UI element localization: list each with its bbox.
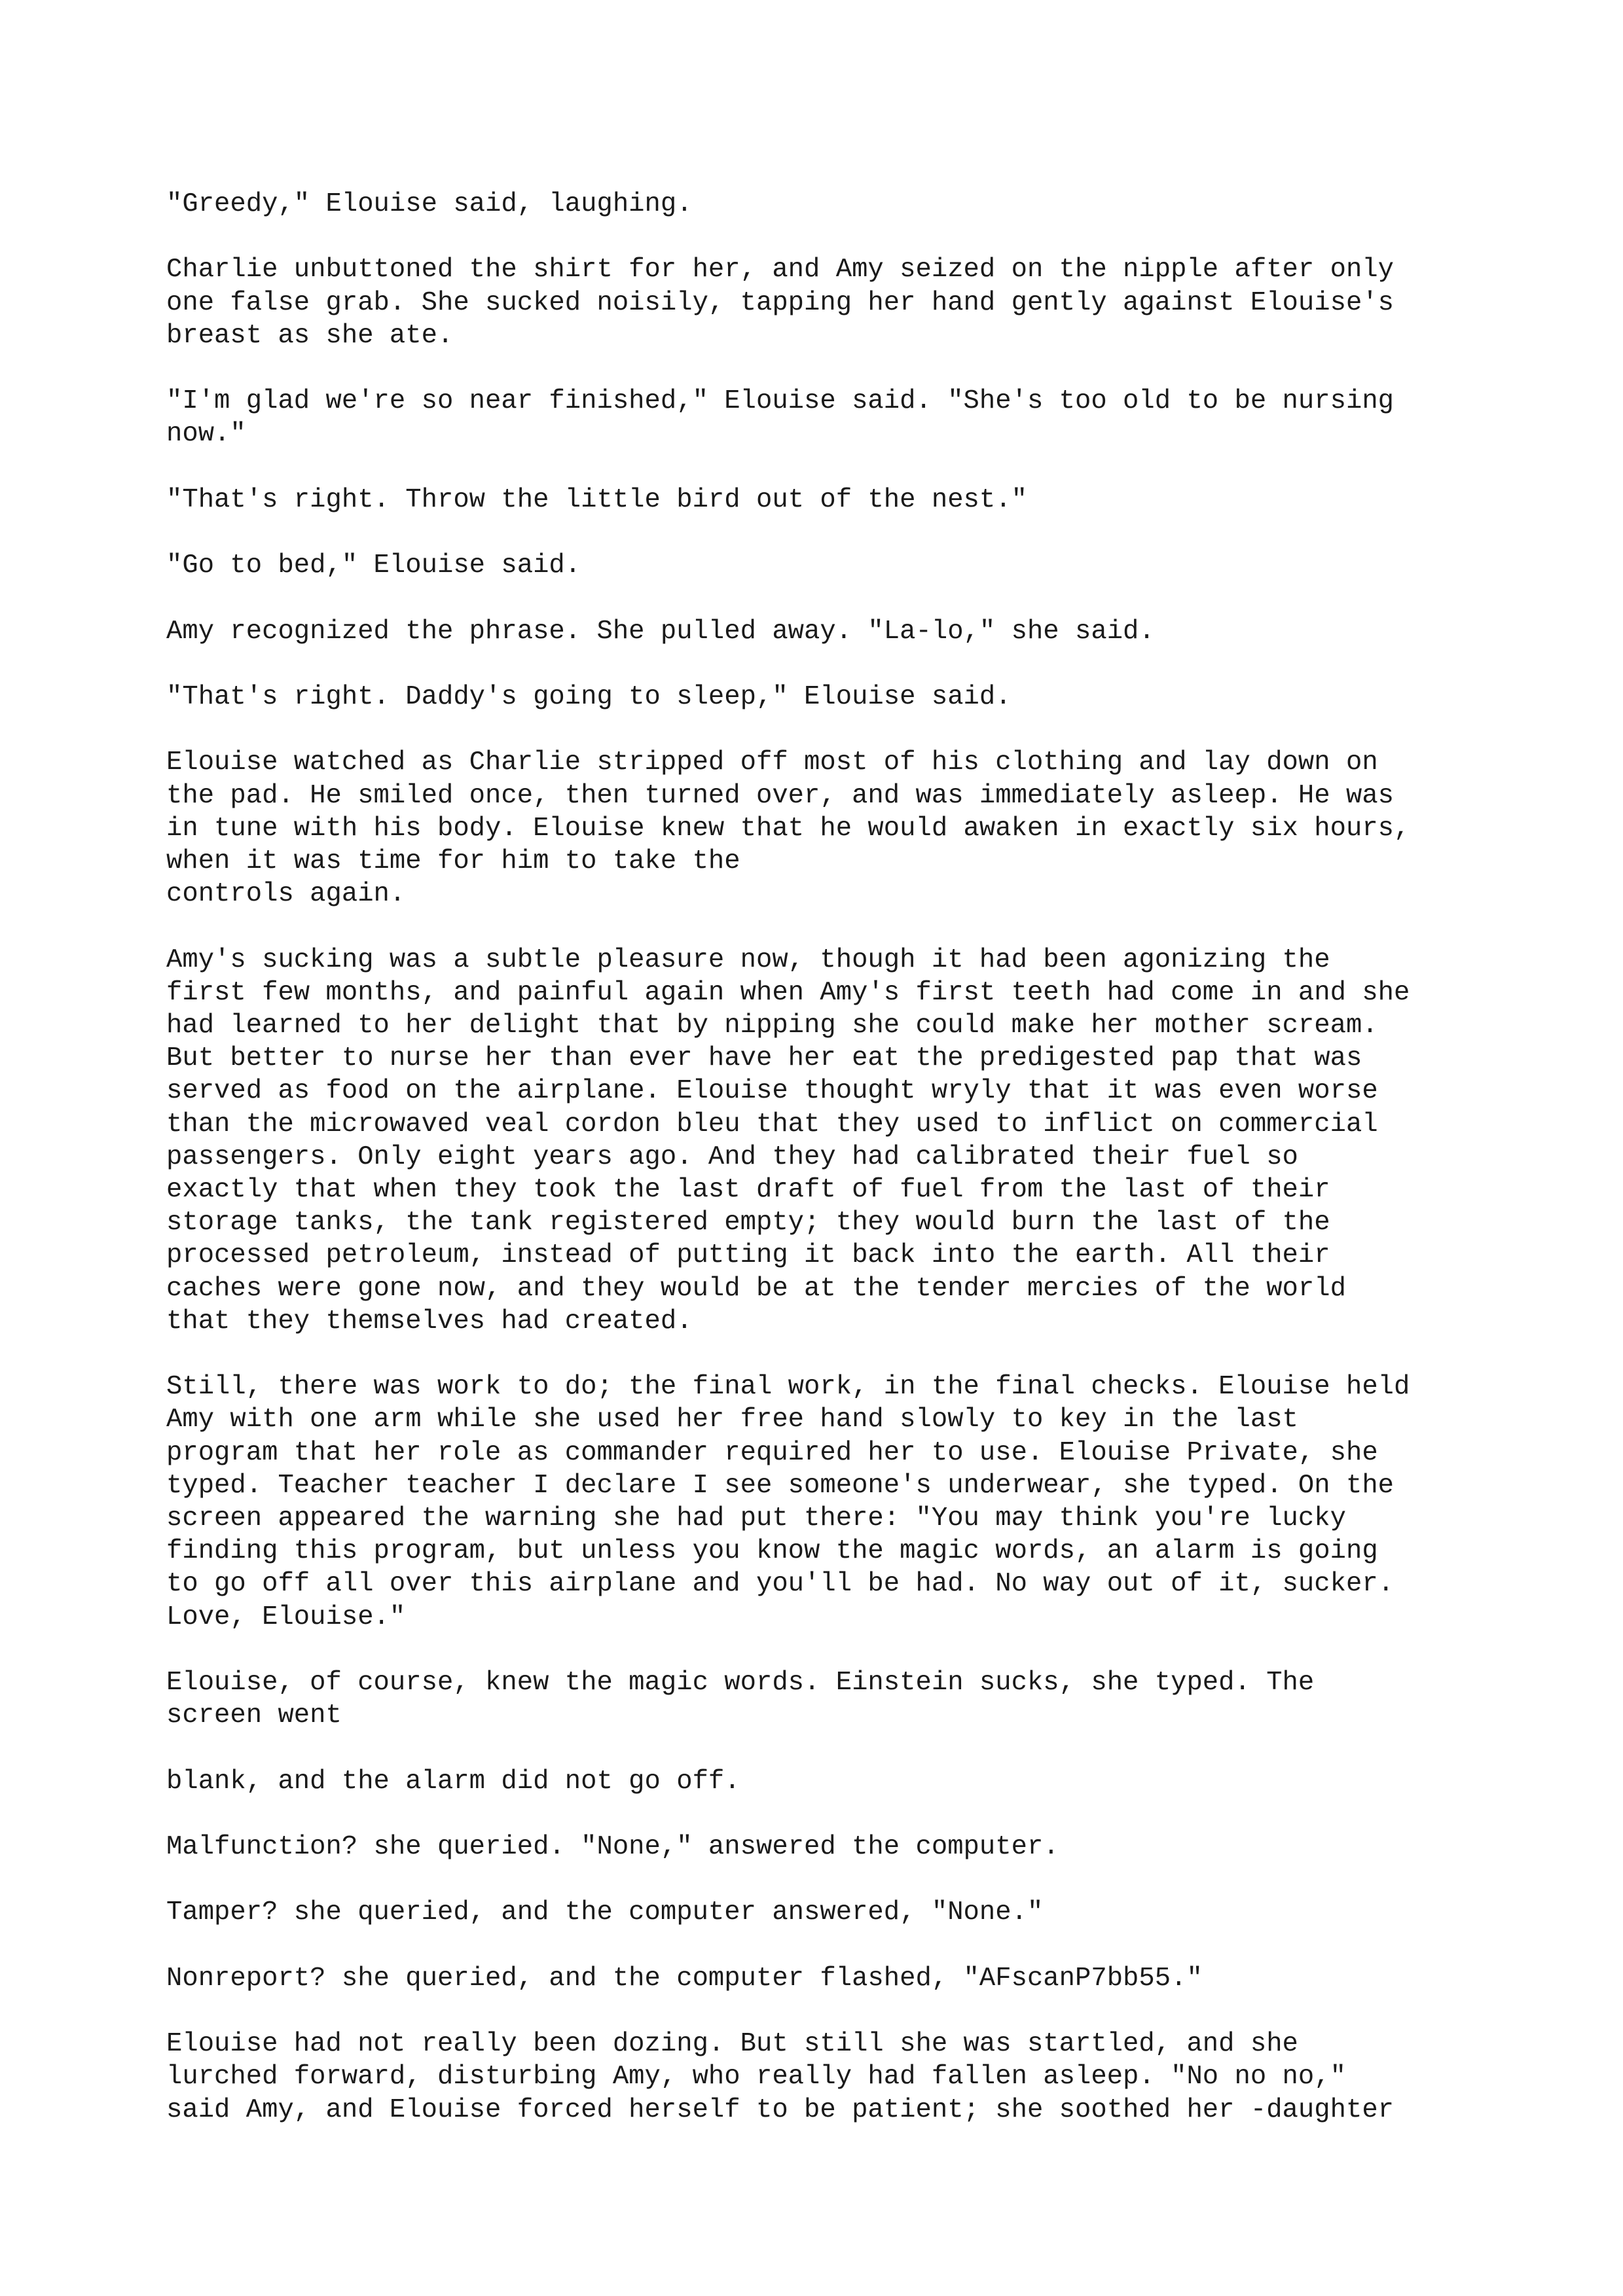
text-line: one false grab. She sucked noisily, tapping her hand gently against Elouise's: [166, 287, 1395, 318]
text-line: in tune with his body. Elouise knew that he would awaken in exactly six hours,: [166, 813, 1410, 844]
text-line: blank, and the alarm did not go off.: [166, 1766, 740, 1797]
paragraph: [166, 385, 1502, 450]
text-line: Nonreport? she queried, and the computer flashed, "AFscanP7bb55.": [166, 1963, 1203, 1994]
text-line: than the microwaved veal cordon bleu that they used to inflict on commercial: [166, 1109, 1378, 1139]
text-line: But better to nurse her than ever have her eat the predigested pap that was: [166, 1043, 1362, 1074]
text-line: screen went: [166, 1700, 342, 1731]
text-line: breast as she ate.: [166, 320, 454, 351]
text-line: Elouise had not really been dozing. But still she was startled, and she: [166, 2029, 1298, 2060]
paragraph: [166, 681, 1502, 713]
text-line: Amy's sucking was a subtle pleasure now, though it had been agonizing the: [166, 944, 1330, 975]
paragraph: [166, 1962, 1502, 1995]
text-line: processed petroleum, instead of putting it back into the earth. All their: [166, 1240, 1330, 1271]
paragraph: [166, 2028, 1502, 2126]
text-line: "That's right. Daddy's going to sleep," Elouise said.: [166, 681, 1012, 712]
text-line: said Amy, and Elouise forced herself to be patient; she soothed her -daughter: [166, 2094, 1395, 2125]
text-line: when it was time for him to take the: [166, 846, 740, 876]
text-line: first few months, and painful again when Amy's first teeth had come in and she: [166, 977, 1410, 1008]
text-line: exactly that when they took the last draft of fuel from the last of their: [166, 1174, 1330, 1205]
text-line: to go off all over this airplane and you'll be had. No way out of it, sucker.: [166, 1569, 1395, 1600]
text-line: Still, there was work to do; the final work, in the final checks. Elouise held: [166, 1372, 1410, 1403]
text-line: program that her role as commander required her to use. Elouise Private, she: [166, 1437, 1378, 1468]
text-line: Elouise, of course, knew the magic words. Einstein sucks, she typed. The: [166, 1667, 1315, 1698]
text-line: Malfunction? she queried. "None," answered the computer.: [166, 1831, 1059, 1862]
text-line: Elouise watched as Charlie stripped off most of his clothing and lay down on: [166, 747, 1378, 778]
text-line: typed. Teacher teacher I declare I see someone's underwear, she typed. On the: [166, 1470, 1395, 1501]
paragraph: [166, 253, 1502, 352]
text-line: had learned to her delight that by nipping she could make her mother scream.: [166, 1010, 1378, 1041]
paragraph: [166, 615, 1502, 648]
text-line: storage tanks, the tank registered empty; they would burn the last of the: [166, 1208, 1330, 1238]
text-line: Amy recognized the phrase. She pulled away. "La-lo," she said.: [166, 616, 1155, 647]
text-line: "That's right. Throw the little bird out of the nest.": [166, 484, 1027, 515]
text-line: screen appeared the warning she had put there: "You may think you're lucky: [166, 1503, 1346, 1534]
paragraph: [166, 1896, 1502, 1929]
paragraph: [166, 549, 1502, 582]
paragraph: [166, 944, 1502, 1338]
paragraph: [166, 188, 1502, 221]
text-line: that they themselves had created.: [166, 1306, 693, 1336]
text-line: served as food on the airplane. Elouise thought wryly that it was even worse: [166, 1076, 1378, 1107]
body-text: [166, 188, 1502, 2159]
text-line: "I'm glad we're so near finished," Elouise said. "She's too old to be nursing: [166, 386, 1395, 417]
text-line: Love, Elouise.": [166, 1602, 406, 1632]
paragraph: [166, 1666, 1502, 1732]
paragraph: [166, 746, 1502, 910]
text-line: passengers. Only eight years ago. And they had calibrated their fuel so: [166, 1141, 1298, 1172]
text-line: "Go to bed," Elouise said.: [166, 550, 581, 581]
paragraph: [166, 484, 1502, 516]
text-line: caches were gone now, and they would be at the tender mercies of the world: [166, 1273, 1346, 1304]
text-line: Charlie unbuttoned the shirt for her, and Amy seized on the nipple after only: [166, 255, 1395, 285]
paragraph: [166, 1371, 1502, 1634]
paragraph: [166, 1765, 1502, 1798]
text-line: now.": [166, 419, 246, 450]
text-line: Tamper? she queried, and the computer answered, "None.": [166, 1897, 1044, 1928]
text-line: lurched forward, disturbing Amy, who really had fallen asleep. "No no no,": [166, 2062, 1346, 2092]
text-line: the pad. He smiled once, then turned over, and was immediately asleep. He was: [166, 780, 1395, 811]
text-line: controls again.: [166, 879, 406, 910]
text-line: Amy with one arm while she used her free hand slowly to key in the last: [166, 1405, 1298, 1435]
paragraph: [166, 1831, 1502, 1863]
text-line: "Greedy," Elouise said, laughing.: [166, 189, 693, 219]
text-line: finding this program, but unless you know the magic words, an alarm is going: [166, 1536, 1378, 1567]
